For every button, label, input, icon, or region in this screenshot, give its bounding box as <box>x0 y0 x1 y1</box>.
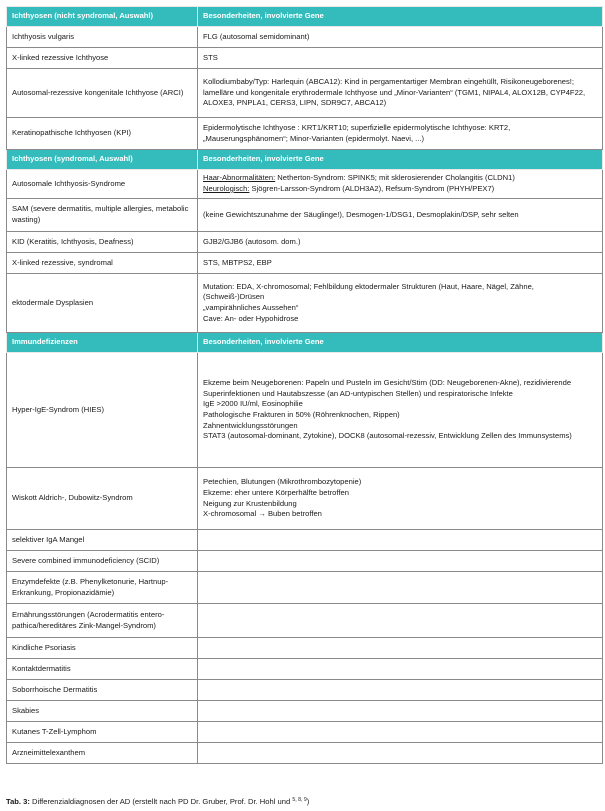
details-cell <box>198 743 603 764</box>
header-category: Ichthyosen (syndromal, Auswahl) <box>7 150 198 170</box>
diagnosis-cell: Autosomal-rezessive kongenitale Ichthyose (ARCI) <box>7 69 198 118</box>
table-row <box>7 722 603 743</box>
diagnosis-cell: SAM (severe dermatitis, multiple allergies, metabolic wasting) <box>7 199 198 232</box>
details-cell <box>198 659 603 680</box>
details-cell <box>198 572 603 604</box>
table-row <box>7 551 603 572</box>
diagnosis-cell: Kutanes T-Zell-Lymphom <box>7 722 198 743</box>
header-category: Immundefizienzen <box>7 333 198 353</box>
caption-label: Tab. 3: <box>6 797 30 806</box>
diagnosis-cell: Kontaktdermatitis <box>7 659 198 680</box>
section-header-syndromal <box>7 150 603 170</box>
table-row <box>7 69 603 118</box>
details-cell <box>198 638 603 659</box>
table-row <box>7 468 603 530</box>
table-row <box>7 680 603 701</box>
table-row <box>7 530 603 551</box>
section-header-immunodeficiencies <box>7 333 603 353</box>
table-row <box>7 199 603 232</box>
diagnosis-cell: Skabies <box>7 701 198 722</box>
diagnosis-cell: ektodermale Dysplasien <box>7 274 198 333</box>
details-cell: Mutation: EDA, X-chromosomal; Fehlbildung ektodermaler Strukturen (Haut, Haare, Nägel, Zähne, (Schweiß-)Drüsen „vampirähnliches Aussehen“ Cave: An- oder Hypohidrose <box>198 274 603 333</box>
details-cell <box>198 701 603 722</box>
diagnosis-cell: Severe combined immunodeficiency (SCID) <box>7 551 198 572</box>
table-row <box>7 572 603 604</box>
table-row <box>7 274 603 333</box>
diagnosis-cell: Wiskott Aldrich-, Dubowitz-Syndrom <box>7 468 198 530</box>
diagnosis-cell: X-linked rezessive Ichthyose <box>7 48 198 69</box>
details-cell <box>198 680 603 701</box>
diagnosis-cell: X-linked rezessive, syndromal <box>7 253 198 274</box>
header-details: Besonderheiten, involvierte Gene <box>198 150 603 170</box>
details-line-text: Netherton-Syndrom: SPINK5; mit sklerosierender Cholangitis (CLDN1) <box>275 173 515 183</box>
diagnosis-cell: Ernährungsstörungen (Acrodermatitis entero-pathica/hereditäres Zink-Mangel-Syndrom) <box>7 604 198 638</box>
table-row <box>7 27 603 48</box>
diagnosis-cell: Arzneimittelexanthem <box>7 743 198 764</box>
diagnosis-cell: Autosomale Ichthyosis-Syndrome <box>7 170 198 199</box>
section-header-nonsyndromal <box>7 7 603 27</box>
details-cell <box>198 551 603 572</box>
diagnosis-cell: Kindliche Psoriasis <box>7 638 198 659</box>
table-row <box>7 48 603 69</box>
details-cell: Kollodiumbaby/Typ: Harlequin (ABCA12): Kind in pergamentartiger Membran eingehüllt, Risikoneugeborenes!; lamelläre und kongenitale erythrodermale Ichthyose und „Minor-Varianten“ (TGM1, NIPAL4, ALOX12B, CYP4F22, ALOXE3, PNPLA1, CERS3, LIPN, SDR9C7, ABCA12) <box>198 69 603 118</box>
details-line-text: Sjögren-Larsson-Syndrom (ALDH3A2), Refsum-Syndrom (PHYH/PEX7) <box>249 184 495 193</box>
table-row <box>7 353 603 468</box>
details-cell: STS, MBTPS2, EBP <box>198 253 603 274</box>
table-row <box>7 253 603 274</box>
table-row <box>7 118 603 150</box>
caption-references: 5, 8, 9 <box>292 797 307 803</box>
details-cell: STS <box>198 48 603 69</box>
caption-end: ) <box>306 797 310 806</box>
diagnosis-cell: Hyper-IgE-Syndrom (HIES) <box>7 353 198 468</box>
details-cell: FLG (autosomal semidominant) <box>198 27 603 48</box>
table-row <box>7 170 603 199</box>
details-cell <box>198 170 603 199</box>
details-cell: GJB2/GJB6 (autosom. dom.) <box>198 232 603 253</box>
diagnosis-cell: Soborrhoische Dermatitis <box>7 680 198 701</box>
details-cell: Epidermolytische Ichthyose : KRT1/KRT10; superfizielle epidermolytische Ichthyose: KRT2, „Mauserungsphänomen“; Minor-Varianten (epidermolyt. Naevi, ...) <box>198 118 603 150</box>
table-row <box>7 232 603 253</box>
caption-text: Differenzialdiagnosen der AD (erstellt nach PD Dr. Gruber, Prof. Dr. Hohl und <box>29 797 293 806</box>
header-category: Ichthyosen (nicht syndromal, Auswahl) <box>7 7 198 27</box>
details-cell: (keine Gewichtszunahme der Säuglinge!), Desmogen-1/DSG1, Desmoplakin/DSP, sehr selten <box>198 199 603 232</box>
header-details: Besonderheiten, involvierte Gene <box>198 333 603 353</box>
details-line <box>203 173 597 184</box>
details-line-label: Haar-Abnormalitäten: <box>203 173 276 183</box>
table-caption <box>6 797 309 806</box>
table-row <box>7 638 603 659</box>
details-cell <box>198 530 603 551</box>
details-line-label: Neurologisch: <box>203 184 250 193</box>
table-row <box>7 701 603 722</box>
details-cell: Ekzeme beim Neugeborenen: Papeln und Pusteln im Gesicht/Stirn (DD: Neugeborenen-Akne), rezidivierende Superinfektionen und Hautabszesse (an AD-untypischen Stellen) und respiratorische Infekte IgE >2000 IU/ml, Eosinophilie Pathologische Frakturen in 50% (Röhrenknochen, Rippen) Zahnentwicklungsstörungen STAT3 (autosomal-dominant, Zytokine), DOCK8 (autosomal-rezessiv, Entwicklung Zellen des Immunsystems) <box>198 353 603 468</box>
details-cell <box>198 604 603 638</box>
header-details: Besonderheiten, involvierte Gene <box>198 7 603 27</box>
details-cell: Petechien, Blutungen (Mikrothrombozytopenie) Ekzeme: eher untere Körperhälfte betroffen Neigung zur Krustenbildung X-chromosomal → Buben betroffen <box>198 468 603 530</box>
diagnosis-cell: selektiver IgA Mangel <box>7 530 198 551</box>
details-line <box>203 184 597 195</box>
details-cell <box>198 722 603 743</box>
diagnosis-cell: Ichthyosis vulgaris <box>7 27 198 48</box>
diagnosis-cell: Enzymdefekte (z.B. Phenylketonurie, Hartnup-Erkrankung, Propionazidämie) <box>7 572 198 604</box>
table-row <box>7 659 603 680</box>
table-row <box>7 743 603 764</box>
table-row <box>7 604 603 638</box>
diagnosis-cell: KID (Keratitis, Ichthyosis, Deafness) <box>7 232 198 253</box>
differential-diagnosis-table <box>6 6 603 764</box>
diagnosis-cell: Keratinopathische Ichthyosen (KPI) <box>7 118 198 150</box>
